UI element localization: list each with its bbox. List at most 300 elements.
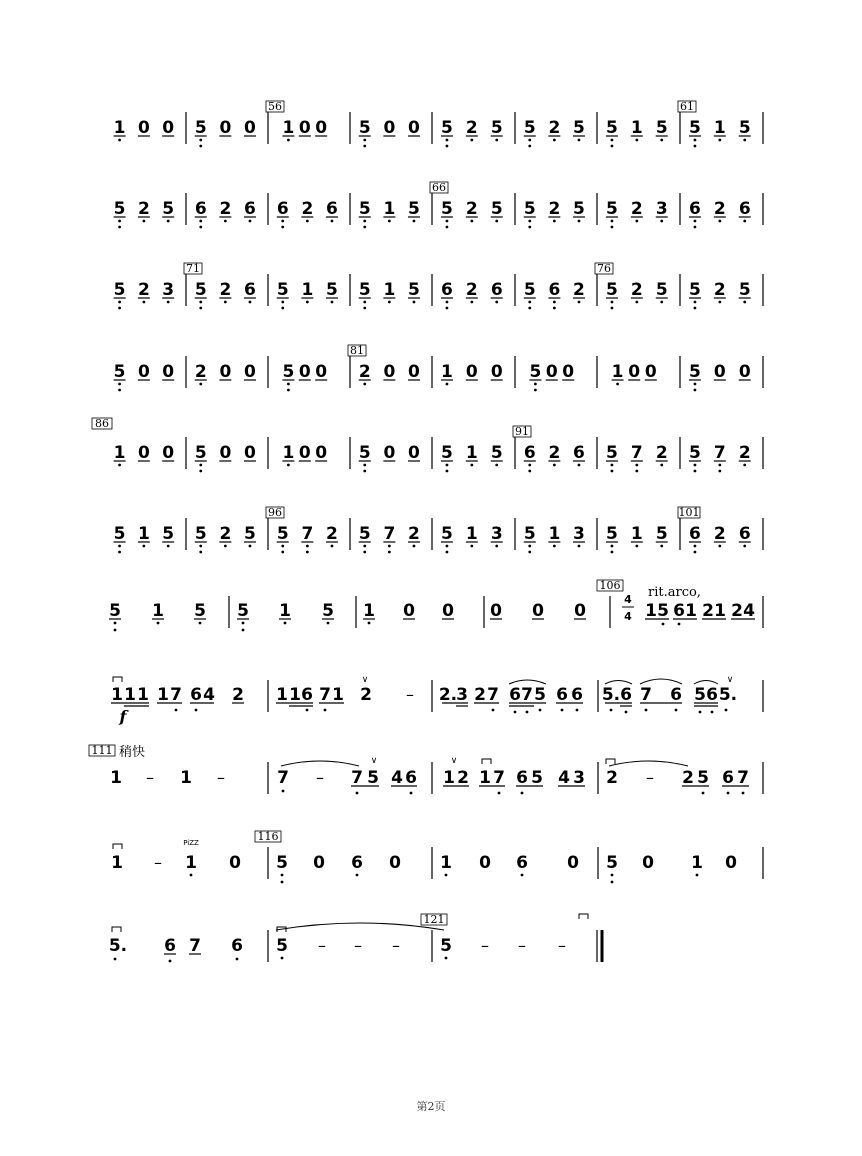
note	[714, 280, 726, 303]
svg-text:4: 4	[624, 593, 632, 606]
system-2	[114, 181, 763, 228]
svg-text:2: 2	[301, 199, 314, 219]
svg-text:2: 2	[655, 443, 668, 463]
svg-text:1: 1	[282, 118, 295, 138]
measure	[606, 118, 668, 147]
svg-text:0: 0	[137, 118, 150, 138]
svg-text:7: 7	[170, 685, 182, 705]
svg-text:6: 6	[301, 685, 313, 705]
svg-text:0: 0	[137, 443, 150, 463]
svg-text:3: 3	[573, 768, 585, 788]
note	[524, 524, 536, 553]
system-7	[109, 579, 763, 631]
note	[548, 280, 560, 309]
svg-text:0: 0	[408, 443, 420, 463]
rehearsal-mark	[255, 830, 281, 843]
tempo-marking: 稍快	[119, 745, 146, 760]
svg-text:1: 1	[137, 524, 150, 544]
note	[441, 524, 453, 553]
measure	[359, 118, 420, 147]
svg-text:1: 1	[113, 118, 126, 138]
svg-text:5: 5	[523, 199, 536, 219]
svg-text:5: 5	[326, 280, 338, 300]
note	[606, 199, 618, 228]
svg-text:7: 7	[713, 443, 726, 463]
note	[315, 362, 327, 382]
svg-text:5: 5	[697, 768, 709, 788]
svg-text:∨: ∨	[726, 675, 734, 685]
page-number: 第2页	[416, 1100, 446, 1113]
measure	[524, 524, 585, 553]
note	[301, 280, 313, 303]
svg-text:5: 5	[367, 768, 379, 788]
svg-text:1: 1	[691, 853, 703, 873]
svg-text:5: 5	[655, 118, 668, 138]
svg-text:5: 5	[573, 199, 585, 219]
svg-text:3: 3	[573, 524, 585, 544]
measure	[430, 181, 503, 228]
svg-text:5: 5	[655, 524, 668, 544]
svg-text:3: 3	[490, 524, 503, 544]
svg-text:3: 3	[456, 685, 468, 705]
svg-text:56: 56	[268, 100, 282, 113]
note	[689, 280, 701, 309]
svg-text:0: 0	[713, 362, 726, 382]
svg-text:101: 101	[678, 506, 700, 519]
note	[162, 362, 174, 382]
note	[162, 524, 174, 547]
svg-text:0: 0	[315, 443, 328, 463]
note	[162, 199, 174, 222]
svg-text:0: 0	[644, 362, 657, 382]
note	[138, 280, 150, 303]
measure	[282, 443, 327, 466]
svg-text:5: 5	[194, 443, 207, 463]
note	[301, 199, 313, 222]
svg-text:5: 5	[490, 118, 503, 138]
svg-text:0: 0	[408, 118, 420, 138]
svg-text:1: 1	[383, 199, 396, 219]
svg-text:2: 2	[738, 443, 751, 463]
note	[244, 199, 256, 222]
svg-text:6: 6	[523, 443, 536, 463]
svg-text:6: 6	[194, 199, 207, 219]
measure	[606, 524, 668, 553]
note	[573, 524, 585, 547]
svg-text:6: 6	[620, 685, 632, 705]
svg-text:5: 5	[523, 118, 536, 138]
svg-text:71: 71	[186, 262, 200, 275]
note	[195, 362, 207, 385]
measure	[114, 118, 175, 141]
svg-text:0: 0	[403, 601, 415, 621]
note	[408, 524, 420, 547]
svg-text:5: 5	[194, 118, 207, 138]
note	[631, 118, 643, 141]
measure	[266, 506, 338, 553]
svg-text:1: 1	[110, 768, 122, 788]
measure	[606, 199, 668, 228]
svg-text:2: 2	[713, 280, 726, 300]
note	[326, 524, 338, 547]
svg-text:6: 6	[556, 685, 568, 705]
measure	[195, 118, 256, 147]
note	[408, 199, 420, 222]
svg-text:2: 2	[408, 524, 420, 544]
svg-text:5: 5	[162, 199, 175, 219]
note	[606, 443, 618, 472]
svg-text:5: 5	[440, 936, 452, 956]
note	[299, 118, 311, 138]
svg-text:0: 0	[628, 362, 641, 382]
system-3	[114, 262, 763, 309]
note	[656, 524, 668, 547]
measure	[359, 524, 420, 553]
measure	[114, 524, 175, 553]
note	[277, 524, 289, 553]
rehearsal-mark	[595, 262, 613, 275]
svg-text:6: 6	[326, 199, 338, 219]
note	[114, 199, 126, 228]
svg-text:0: 0	[162, 362, 175, 382]
svg-text:6: 6	[738, 524, 751, 544]
note	[548, 199, 560, 222]
note	[383, 443, 395, 463]
svg-text:5: 5	[689, 118, 701, 138]
svg-text:5: 5	[606, 524, 618, 544]
svg-text:3: 3	[655, 199, 668, 219]
measure	[441, 280, 503, 309]
svg-text:0: 0	[574, 601, 586, 621]
note	[739, 280, 751, 303]
note	[441, 199, 453, 228]
svg-text:2: 2	[358, 362, 371, 382]
svg-text:0: 0	[389, 853, 401, 873]
svg-text:2: 2	[682, 768, 694, 788]
svg-text:61: 61	[680, 100, 694, 113]
note	[408, 443, 420, 463]
svg-text:86: 86	[95, 417, 109, 430]
note	[441, 362, 453, 385]
svg-text:4: 4	[391, 768, 403, 788]
svg-text:5: 5	[109, 601, 121, 621]
svg-text:5: 5	[194, 601, 206, 621]
svg-text:1: 1	[440, 853, 452, 873]
note	[282, 362, 294, 391]
note	[606, 524, 618, 553]
note	[383, 118, 395, 138]
svg-text:6: 6	[516, 853, 528, 873]
note	[645, 362, 657, 382]
note	[114, 118, 126, 141]
svg-text:0: 0	[315, 362, 328, 382]
note	[219, 362, 231, 382]
note	[606, 118, 618, 147]
svg-text:6: 6	[673, 601, 685, 621]
svg-text:7: 7	[493, 768, 505, 788]
rehearsal-mark	[348, 344, 366, 357]
measure	[184, 262, 256, 309]
svg-text:0: 0	[725, 853, 737, 873]
svg-text:2: 2	[465, 118, 478, 138]
measure	[114, 280, 175, 309]
svg-text:2: 2	[137, 280, 150, 300]
measure	[689, 443, 751, 472]
svg-text:0: 0	[219, 118, 232, 138]
svg-text:–: –	[154, 853, 162, 872]
note	[326, 280, 338, 303]
svg-text:1: 1	[113, 443, 126, 463]
note	[656, 443, 668, 466]
measure	[689, 199, 751, 228]
measure	[195, 199, 256, 228]
svg-text:0: 0	[383, 362, 396, 382]
note	[244, 280, 256, 303]
rehearsal-mark	[513, 425, 531, 438]
svg-text:5: 5	[689, 443, 701, 463]
note	[219, 280, 231, 303]
system-4	[114, 344, 763, 391]
svg-text:0: 0	[162, 118, 175, 138]
svg-text:2: 2	[548, 443, 561, 463]
svg-text:0: 0	[490, 601, 502, 621]
svg-text:0: 0	[442, 601, 454, 621]
rehearsal-mark	[266, 506, 284, 519]
note	[162, 280, 174, 303]
svg-text:2.: 2.	[438, 685, 458, 705]
svg-text:1: 1	[645, 601, 657, 621]
system-10	[111, 830, 763, 883]
rehearsal-mark	[597, 579, 623, 592]
svg-text:∨: ∨	[361, 675, 369, 685]
svg-text:0: 0	[244, 362, 256, 382]
note	[714, 118, 726, 141]
svg-text:5: 5	[606, 443, 618, 463]
note	[631, 280, 643, 303]
svg-text:2: 2	[702, 601, 714, 621]
measure	[612, 362, 657, 385]
svg-text:1: 1	[152, 601, 164, 621]
note	[466, 524, 478, 547]
note	[573, 118, 585, 141]
svg-text:0: 0	[479, 853, 491, 873]
svg-text:5: 5	[523, 280, 536, 300]
svg-text:5: 5	[358, 199, 371, 219]
note	[631, 199, 643, 222]
measure	[524, 118, 585, 147]
svg-text:5: 5	[113, 199, 126, 219]
svg-text:1: 1	[465, 443, 478, 463]
svg-text:5: 5	[694, 685, 706, 705]
upper-systems	[92, 100, 763, 553]
svg-text:5: 5	[358, 118, 371, 138]
svg-text:6: 6	[490, 280, 503, 300]
svg-text:0: 0	[219, 443, 232, 463]
note	[219, 118, 231, 138]
note	[138, 443, 150, 463]
svg-text:5: 5	[276, 853, 288, 873]
svg-text:7: 7	[383, 524, 396, 544]
svg-text:5: 5	[441, 443, 453, 463]
note	[739, 362, 751, 382]
rehearsal-mark	[430, 181, 448, 194]
note	[689, 443, 701, 472]
svg-text:106: 106	[599, 579, 621, 592]
measure	[689, 362, 751, 391]
measure	[114, 443, 175, 466]
svg-text:1: 1	[332, 685, 344, 705]
svg-text:7: 7	[277, 768, 289, 788]
note	[491, 199, 503, 222]
measure	[359, 443, 420, 472]
note	[739, 524, 751, 547]
note	[359, 443, 371, 472]
note	[301, 524, 313, 553]
svg-text:2: 2	[219, 524, 232, 544]
note	[524, 118, 536, 147]
svg-text:1: 1	[685, 601, 697, 621]
svg-text:1: 1	[714, 601, 726, 621]
svg-text:5: 5	[490, 443, 503, 463]
note	[739, 118, 751, 141]
note	[466, 280, 478, 303]
svg-text:–: –	[354, 936, 362, 955]
svg-text:0: 0	[298, 118, 311, 138]
svg-text:–: –	[558, 936, 566, 955]
svg-text:1: 1	[157, 685, 169, 705]
svg-text:5: 5	[408, 280, 420, 300]
measure	[277, 280, 338, 309]
measure	[524, 199, 585, 228]
measure	[359, 199, 420, 228]
svg-text:111: 111	[91, 744, 113, 757]
svg-text:5: 5	[237, 601, 249, 621]
svg-text:–: –	[318, 936, 326, 955]
svg-text:5: 5	[529, 362, 542, 382]
svg-text:2: 2	[606, 768, 618, 788]
svg-text:5: 5	[655, 280, 668, 300]
note	[162, 443, 174, 463]
svg-text:0: 0	[408, 362, 420, 382]
tie	[276, 923, 444, 930]
svg-text:2: 2	[548, 199, 561, 219]
svg-text:4: 4	[203, 685, 215, 705]
svg-text:1: 1	[185, 853, 197, 873]
note	[299, 362, 311, 382]
note	[441, 118, 453, 147]
measure	[513, 425, 585, 472]
measure	[678, 506, 751, 553]
svg-text:3: 3	[162, 280, 175, 300]
note	[466, 443, 478, 466]
system-9	[89, 744, 763, 794]
svg-text:–: –	[646, 768, 654, 787]
measure	[277, 199, 338, 228]
svg-text:5: 5	[358, 280, 371, 300]
svg-text:5: 5	[244, 524, 256, 544]
svg-text:0: 0	[562, 362, 575, 382]
svg-text:0: 0	[313, 853, 325, 873]
slurs	[509, 679, 718, 684]
note	[359, 199, 371, 228]
note	[244, 362, 256, 382]
svg-text:0: 0	[244, 443, 256, 463]
svg-text:0: 0	[490, 362, 503, 382]
svg-text:0: 0	[383, 443, 396, 463]
note	[631, 524, 643, 547]
svg-text:7: 7	[521, 685, 533, 705]
note	[524, 199, 536, 228]
svg-text:1: 1	[282, 443, 295, 463]
svg-text:6: 6	[516, 768, 528, 788]
note	[491, 443, 503, 466]
svg-text:7: 7	[351, 768, 363, 788]
svg-text:1: 1	[180, 768, 192, 788]
note	[548, 118, 560, 141]
note	[383, 362, 395, 382]
svg-text:5: 5	[441, 118, 453, 138]
note	[299, 443, 311, 463]
svg-text:76: 76	[597, 262, 611, 275]
rehearsal-mark	[266, 100, 284, 113]
svg-text:6: 6	[164, 936, 176, 956]
svg-text:116: 116	[257, 830, 279, 843]
note	[628, 362, 640, 382]
svg-text:7: 7	[630, 443, 643, 463]
svg-text:0: 0	[315, 118, 328, 138]
svg-text:–: –	[406, 685, 414, 704]
note	[195, 118, 207, 147]
svg-text:5: 5	[194, 280, 207, 300]
note	[408, 280, 420, 303]
svg-text:81: 81	[350, 344, 364, 357]
svg-text:2: 2	[465, 199, 478, 219]
svg-text:0: 0	[383, 118, 396, 138]
svg-text:7: 7	[640, 685, 652, 705]
pizz-marking: PiZZ	[183, 839, 199, 847]
svg-text:1: 1	[276, 685, 288, 705]
svg-text:–: –	[392, 936, 400, 955]
svg-text:5: 5	[276, 524, 289, 544]
svg-text:6: 6	[190, 685, 202, 705]
svg-text:5: 5	[531, 768, 543, 788]
note	[714, 199, 726, 222]
svg-text:66: 66	[432, 181, 446, 194]
svg-text:2: 2	[573, 280, 585, 300]
svg-text:96: 96	[268, 506, 282, 519]
svg-text:1: 1	[363, 601, 375, 621]
note	[562, 362, 574, 382]
svg-text:5: 5	[358, 524, 371, 544]
svg-text:1: 1	[630, 524, 643, 544]
note	[114, 280, 126, 309]
svg-text:5: 5	[276, 936, 288, 956]
note	[656, 280, 668, 303]
svg-text:5: 5	[657, 601, 669, 621]
svg-text:5: 5	[689, 362, 701, 382]
note	[138, 524, 150, 547]
note	[219, 443, 231, 463]
svg-text:0: 0	[162, 443, 175, 463]
note	[656, 199, 668, 222]
measure	[441, 118, 503, 147]
note	[195, 199, 207, 228]
svg-text:5: 5	[606, 118, 618, 138]
note	[466, 362, 478, 382]
svg-text:5: 5	[162, 524, 175, 544]
rehearsal-mark	[678, 100, 696, 113]
svg-text:2: 2	[326, 524, 338, 544]
